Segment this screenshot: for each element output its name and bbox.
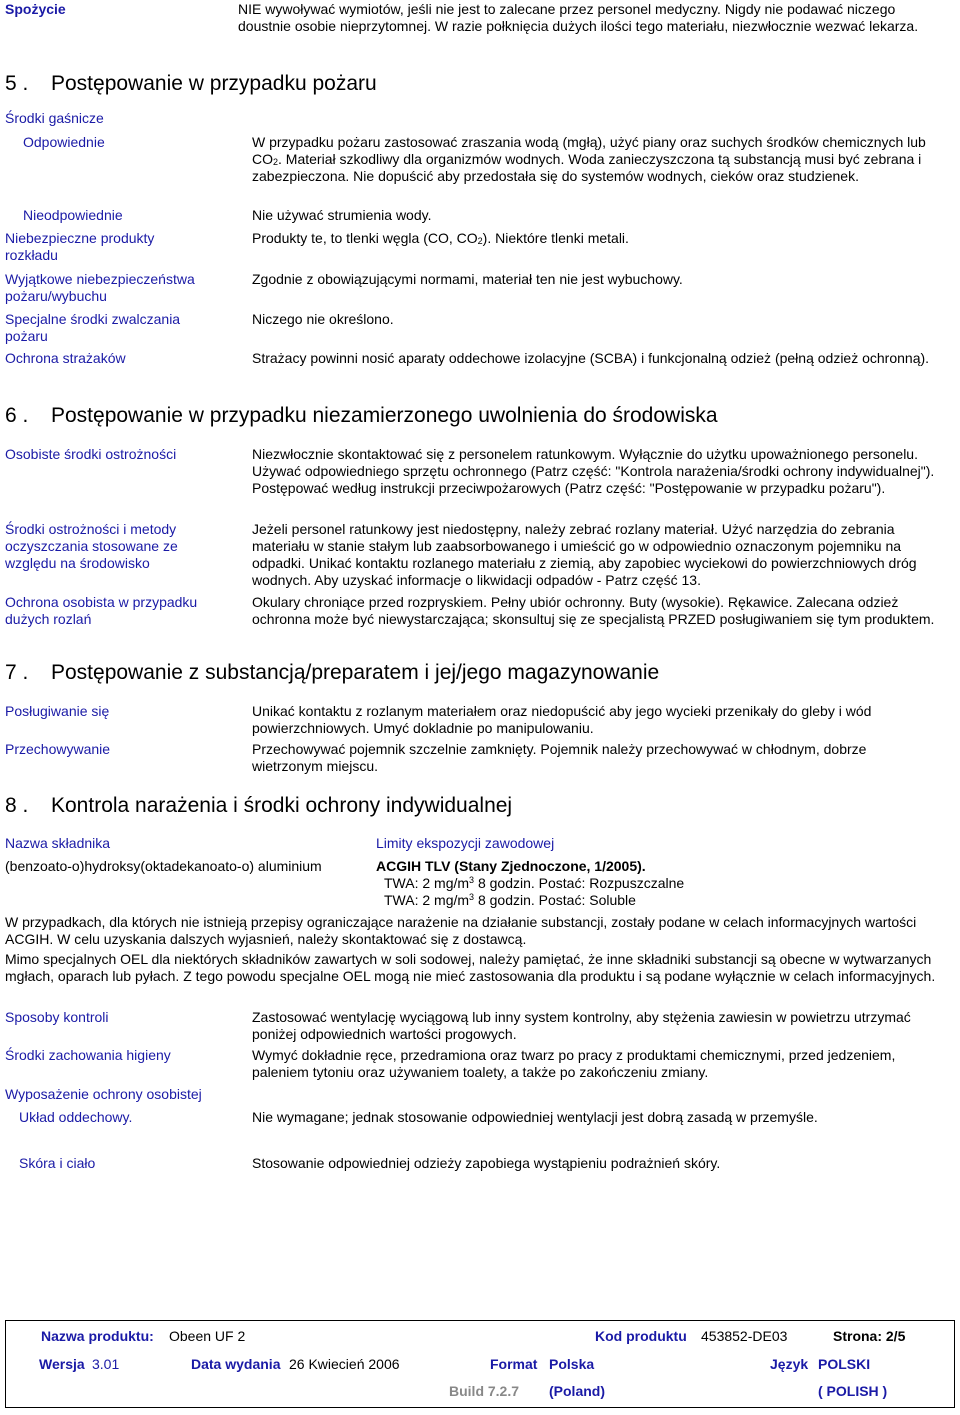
footer-format-label: Format <box>490 1356 538 1372</box>
label-poslugiwanie: Posługiwanie się <box>5 703 110 719</box>
column-header-component: Nazwa składnika <box>5 835 111 851</box>
label-skora-i-cialo: Skóra i ciało <box>19 1155 96 1171</box>
label-metody-oczyszczania: Środki ostrożności i metody oczyszczania stosowane ze względu na środowisko <box>5 521 178 571</box>
sposoby-kontroli-text: Zastosować wentylację wyciągową lub inny system kontrolny, aby stężenia zawiesin w powietrzu utrzymać poniżej odpowiednich wartości progowych. <box>252 1009 911 1042</box>
label-srodki-gasnicze: Środki gaśnicze <box>5 110 104 126</box>
produkty-rozkladu-text: Produkty te, to tlenki węgla (CO, $CO_2$). Niektóre tlenki metali. <box>252 230 629 246</box>
section-5-heading: 5 . Postępowanie w przypadku pożaru <box>5 72 377 95</box>
footer-version-label: Wersja <box>39 1356 85 1372</box>
wyjatkowe-text: Zgodnie z obowiązującymi normami, materiał ten nie jest wybuchowy. <box>252 271 683 287</box>
higiena-text: Wymyć dokładnie ręce, przedramiona oraz twarz po pracy z produktami chemicznymi, przed jedzeniem, paleniem tytoniu oraz używaniem toalety, a także po zakończeniu zmiany. <box>252 1047 896 1080</box>
section-7-heading: 7 . Postępowanie z substancją/preparatem i jej/jego magazynowanie <box>5 661 660 684</box>
footer-code-label: Kod produktu <box>595 1328 687 1344</box>
nieodpowiednie-text: Nie używać strumienia wody. <box>252 207 432 223</box>
label-higiena: Środki zachowania higieny <box>5 1047 171 1063</box>
footer-date-label: Data wydania <box>191 1356 281 1372</box>
label-specjalne: Specjalne środki zwalczania pożaru <box>5 311 181 344</box>
footer-lang-value: POLSKI <box>818 1356 871 1372</box>
label-sposoby-kontroli: Sposoby kontroli <box>5 1009 109 1025</box>
metody-oczyszczania-text: Jeżeli personel ratunkowy jest niedostępny, należy zebrać rozlany materiał. Użyć narzędzia do zebrania materiału w stanie stałym lub zaabsorbowanego i umieścić go w odpowiednio oznaczonym pojemniku na odpadki. Unikać kontaktu rozlanego materiału z ziemią, aby zapobiec wyciekowi do powierzchniowych dróg wodnych. Aby uzyskać informacje o likwidacji odpadów - Patrz część 13. <box>252 521 917 588</box>
spozycie-text: NIE wywoływać wymiotów, jeśli nie jest to zalecane przez personel medyczny. Nigdy nie podawać niczego doustnie osobie nieprzytomnej. W razie połknięcia dużych ilości tego materiału, niezwłocznie wezwać lekarza. <box>238 1 919 34</box>
document-footer <box>5 1320 955 1408</box>
column-header-limits: Limity ekspozycji zawodowej <box>376 835 555 851</box>
acgih-note: W przypadkach, dla których nie istnieją przepisy ograniczające narażenie na działanie substancji, zostały podane w celach informacyjnych wartości ACGIH. W celu uzyskania dalszych wyjasnień, należy skontaktować się z dostawcą. <box>5 914 917 947</box>
label-wyjatkowe: Wyjątkowe niebezpieczeństwa pożaru/wybuchu <box>5 271 195 304</box>
oel-note: Mimo specjalnych OEL dla niektórych składników zawartych w soli sodowej, należy pamiętać, że inne składniki substancji są obecne w wytwarzanych mgłach, oparach lub pyłach. Z tego powodu specjalne OEL mogą nie mieć zastosowania dla produktu i są podane wyłącznie w celach informacyjnych. <box>5 951 936 984</box>
footer-date-value: 26 Kwiecień 2006 <box>289 1356 400 1372</box>
uklad-oddechowy-text: Nie wymagane; jednak stosowanie odpowiedniej wentylacji jest dobrą zasadą w przemyśle. <box>252 1109 818 1125</box>
duze-rozlania-text: Okulary chroniące przed rozpryskiem. Pełny ubiór ochronny. Buty (wysokie). Rękawice. Zalecana odzież ochronna może być niewystarczająca; skonsultuj się ze specjalistą PRZED posługiwaniem się tym produktem. <box>252 594 935 627</box>
footer-build: Build 7.2.7 <box>449 1383 520 1399</box>
label-ochrona-strazakow: Ochrona strażaków <box>5 350 126 366</box>
label-nieodpowiednie: Nieodpowiednie <box>23 207 123 223</box>
odpowiednie-text: W przypadku pożaru zastosować zraszania wodą (mgłą), użyć piany oraz suchych środków chemicznych lub $CO_2$. Materiał szkodliwy dla organizmów wodnych. Woda zanieczyszczona tą substancją musi być zebrana i zabezpieczona. Nie dopuścić aby przedostała się do systemów wodnych, cieków oraz studzienek. <box>252 134 926 184</box>
section-label-spozycie: Spożycie <box>5 1 66 17</box>
specjalne-text: Niczego nie określono. <box>252 311 394 327</box>
skora-i-cialo-text: Stosowanie odpowiedniej odzieży zapobiega wystąpieniu podrażnień skóry. <box>252 1155 721 1171</box>
twa-limit-1: TWA: 2 $mg/m^3$ 8 godzin. Postać: Rozpuszczalne <box>384 875 685 891</box>
footer-polish: ( POLISH ) <box>818 1383 888 1399</box>
label-przechowywanie: Przechowywanie <box>5 741 111 757</box>
label-wyposazenie: Wyposażenie ochrony osobistej <box>5 1086 202 1102</box>
footer-version-value: 3.01 <box>92 1356 120 1372</box>
footer-lang-label: Język <box>770 1356 809 1372</box>
section-8-heading: 8 . Kontrola narażenia i środki ochrony indywidualnej <box>5 794 513 817</box>
label-uklad-oddechowy: Układ oddechowy. <box>19 1109 133 1125</box>
poslugiwanie-text: Unikać kontaktu z rozlanym materiałem oraz niedopuścić aby jego wycieki przenikały do gleby i wód powierzchniowych. Umyć dokladnie po manipulowaniu. <box>252 703 872 736</box>
footer-name-value: Obeen UF 2 <box>169 1328 246 1344</box>
ochrona-strazakow-text: Strażacy powinni nosić aparaty oddechowe izolacyjne (SCBA) i funkcjonalną odzież (pełną odzież ochronną). <box>252 350 930 366</box>
osobiste-srodki-text: Niezwłocznie skontaktować się z personelem ratunkowym. Wyłącznie do użytku upoważnionego personelu. Używać odpowiedniego sprzętu ochronnego (Patrz część: "Kontrola narażenia/środki ochrony indywidualnej"). Postępować według instrukcji przeciwpożarowych (Patrz część: "Postępowanie w przypadku pożaru"). <box>252 446 935 496</box>
twa-limit-2: TWA: 2 $mg/m^3$ 8 godzin. Postać: Soluble <box>384 892 636 908</box>
label-produkty-rozkladu: Niebezpieczne produkty rozkładu <box>5 230 155 263</box>
component-name: (benzoato-o)hydroksy(oktadekanoato-o) aluminium <box>5 858 322 874</box>
acgih-limit: ACGIH TLV (Stany Zjednoczone, 1/2005). <box>376 858 646 874</box>
footer-page: Strona: 2/5 <box>833 1328 906 1344</box>
label-duze-rozlania: Ochrona osobista w przypadku dużych rozlań <box>5 594 198 627</box>
przechowywanie-text: Przechowywać pojemnik szczelnie zamknięty. Pojemnik należy przechowywać w chłodnym, dobrze wietrzonym miejscu. <box>252 741 867 774</box>
footer-name-label: Nazwa produktu: <box>41 1328 154 1344</box>
footer-format-value: Polska <box>549 1356 595 1372</box>
footer-code-value: 453852-DE03 <box>701 1328 788 1344</box>
label-odpowiednie: Odpowiednie <box>23 134 105 150</box>
label-osobiste-srodki: Osobiste środki ostrożności <box>5 446 177 462</box>
footer-poland: (Poland) <box>549 1383 605 1399</box>
section-6-heading: 6 . Postępowanie w przypadku niezamierzonego uwolnienia do środowiska <box>5 404 718 427</box>
